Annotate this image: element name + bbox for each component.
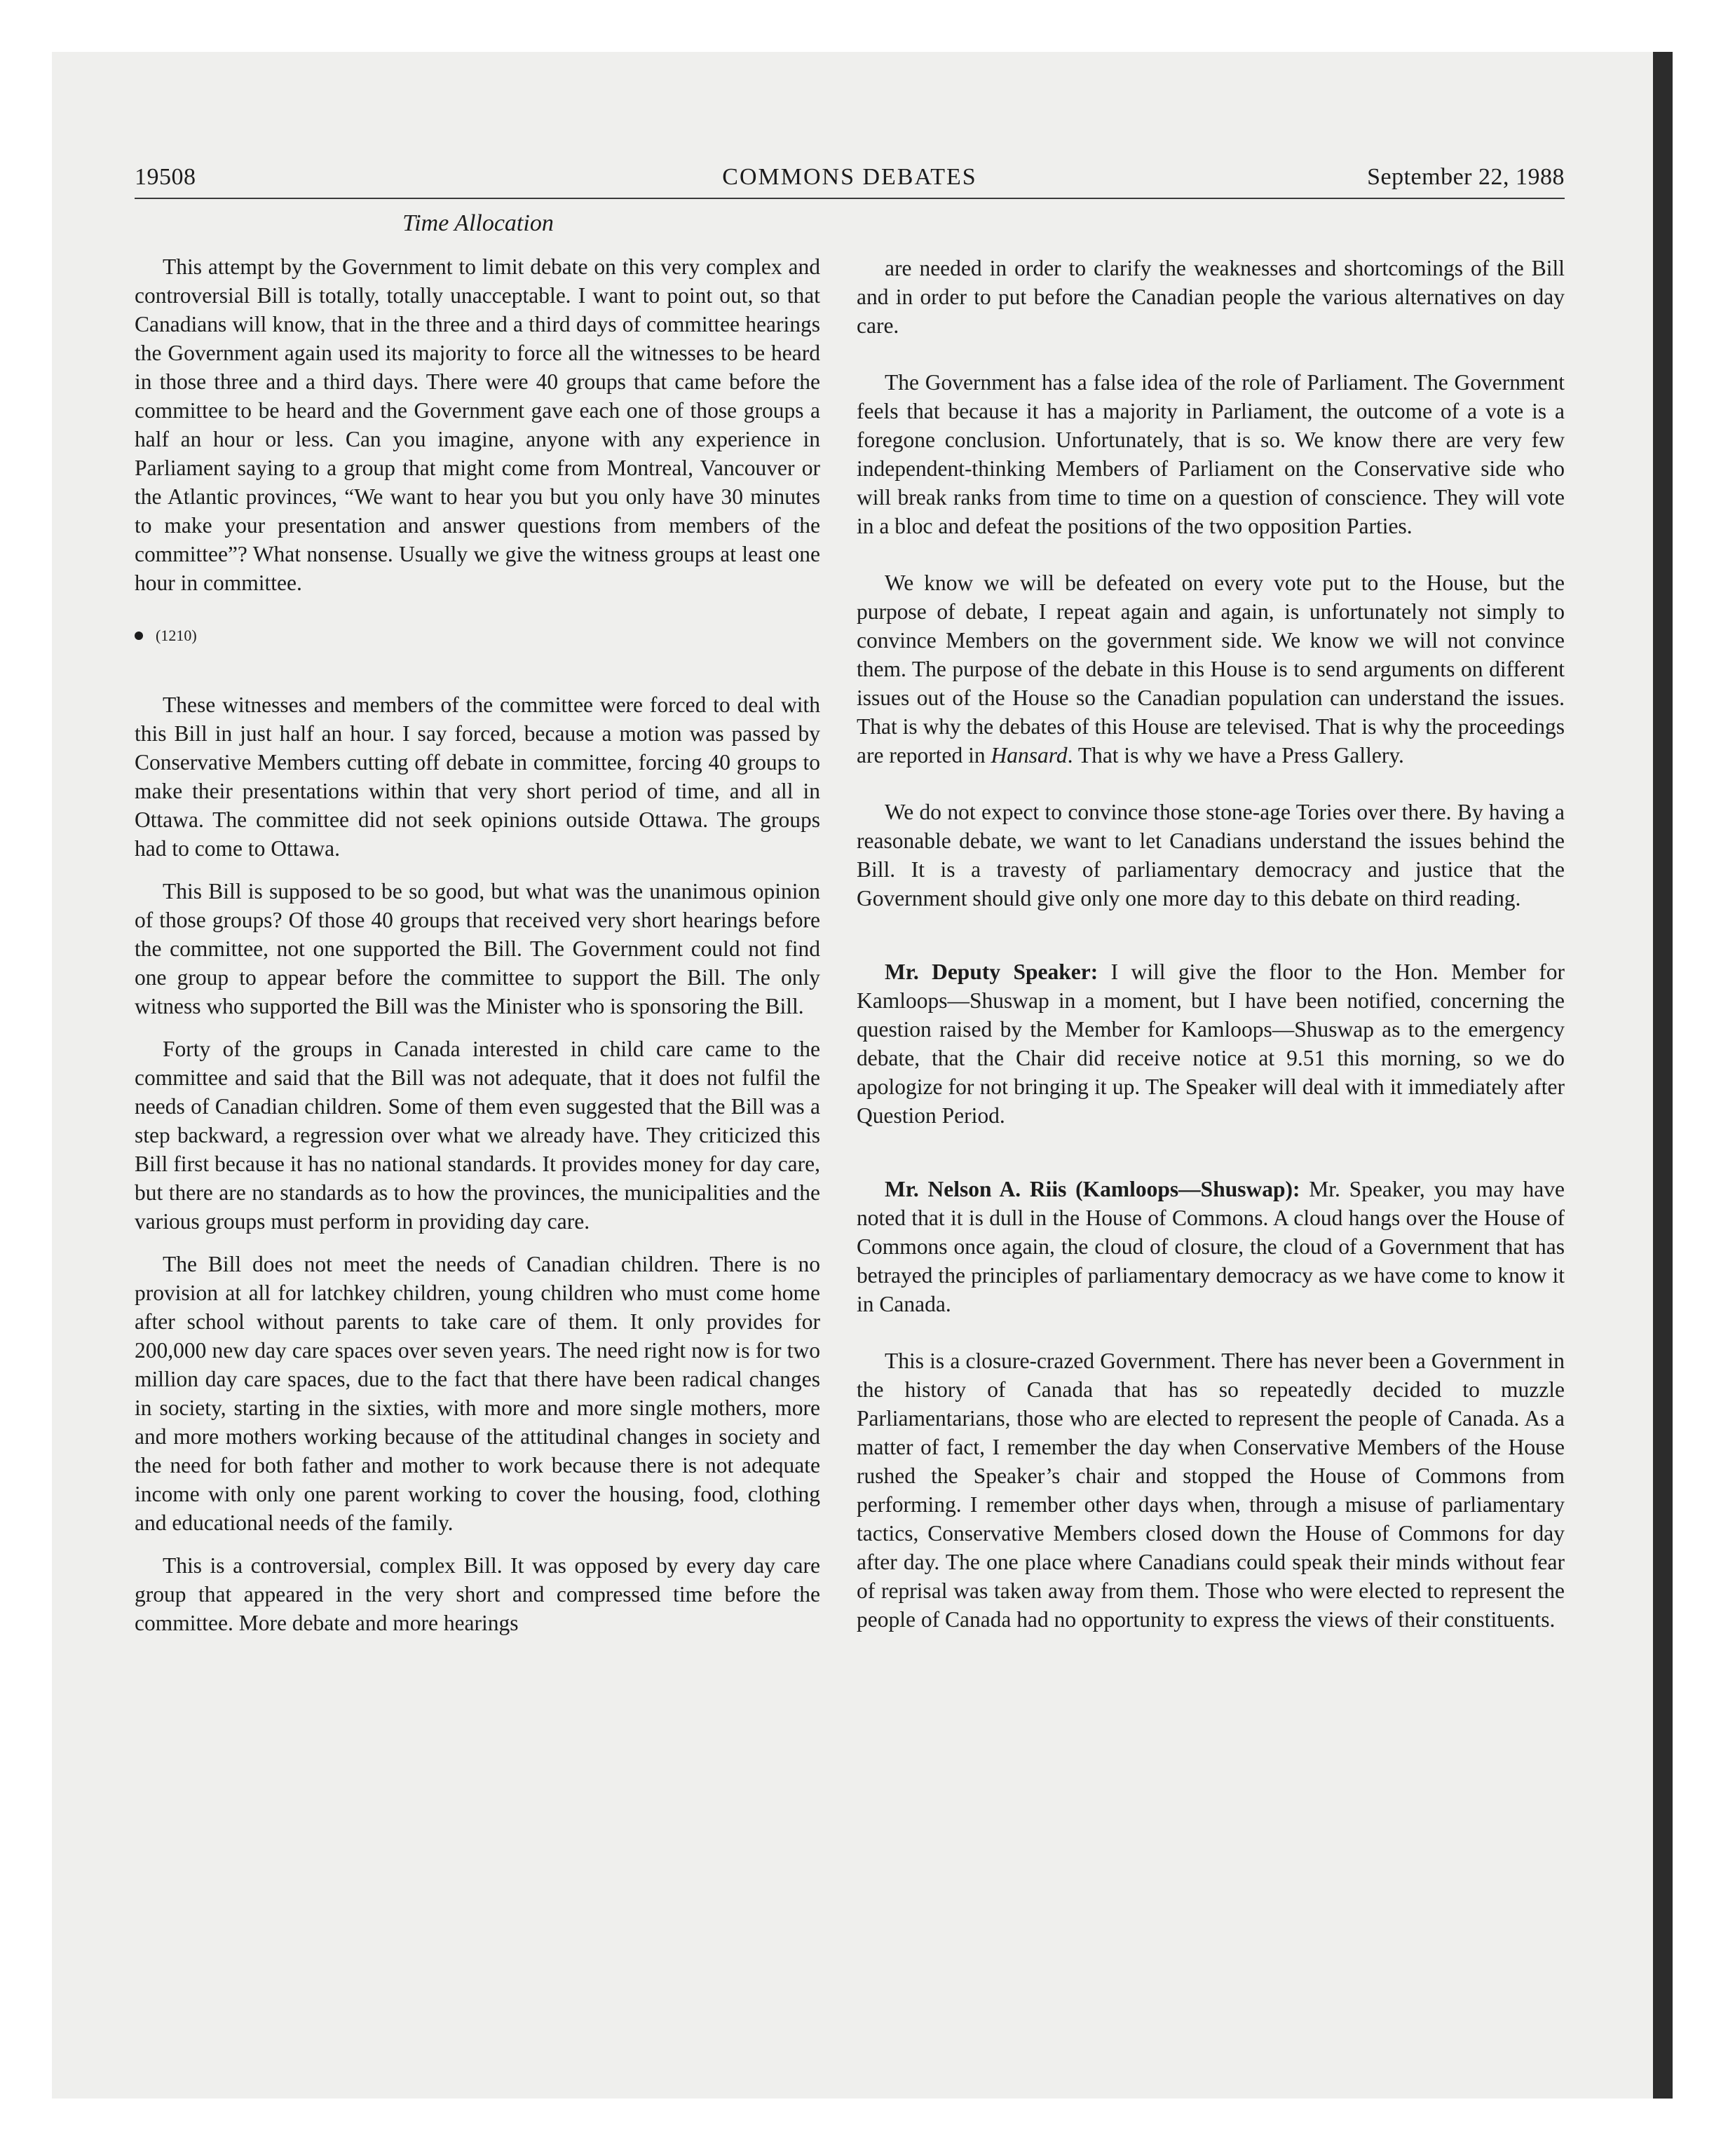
scan-edge-shadow	[1653, 52, 1673, 2099]
paragraph: This is a controversial, complex Bill. It was opposed by every day care group that appeared in the very short and compressed time before the committee. More debate and more hearings	[135, 1553, 820, 1635]
paragraph: This attempt by the Government to limit debate on this very complex and controversial Bill is totally, totally unacceptable. I want to point out, so that Canadians will know, that in the three and a third days of committee hearings the Government again used its majority to force all the witnesses to be heard in those three and a third days. There were 40 groups that came before the committee to be heard and the Government gave each one of those groups a half an hour or less. Can you imagine, anyone with any experience in Parliament saying to a group that might come from Montreal, Vancouver or the Atlantic provinces, “We want to hear you but you only have 30 minutes to make your presentation and answer questions from members of the committee”? What nonsense. Usually we give the witness groups at least one hour in committee.	[135, 254, 820, 595]
publication-date: September 22, 1988	[1367, 164, 1565, 190]
paragraph: This is a closure-crazed Government. There has never been a Government in the history of Canada that has so repeatedly decided to muzzle Parliamentarians, those who are elected to represent the people of Canada. As a matter of fact, I remember the day when Conservative Members of the House rushed the Speaker’s chair and stopped the House of Commons from performing. I remember other days when, through a misuse of parliamentary tactics, Conservative Members closed down the House of Commons for day after day. The one place where Canadians could speak their minds without fear of reprisal was taken away from them. Those who were elected to represent the people of Canada had no opportunity to express the views of their constituents.	[857, 1349, 1565, 1632]
speaker-text: I will give the floor to the Hon. Member for Kamloops—Shuswap in a moment, but I have been notified, concerning the question raised by the Member for Kamloops—Shuswap as to the emergency debate, that the Chair did receive notice at 9.51 this morning, so we do apologize for not bringing it up. The Speaker will deal with it immediately after Question Period.	[857, 960, 1565, 1128]
paragraph: This Bill is supposed to be so good, but what was the unanimous opinion of those groups? Of those 40 groups that received very short hearings before the committee, not one supported the Bill. The Government could not find one group to appear before the committee to support the Bill. The only witness who supported the Bill was the Minister who is sponsoring the Bill.	[135, 879, 820, 1018]
paragraph: The Bill does not meet the needs of Canadian children. There is no provision at all for latchkey children, young children who must come home after school without parents to take care of them. It only provides for 200,000 new day care spaces over seven years. The need right now is for two million day care spaces, due to the fact that there have been radical changes in society, starting in the sixties, with more and more single mothers, more and more mothers working because of the attitudinal changes in society and the need for both father and mother to work because there is not adequate income with only one parent working to cover the housing, food, clothing and educational needs of the family.	[135, 1252, 820, 1535]
paragraph: Forty of the groups in Canada interested in child care came to the committee and said that the Bill was not adequate, that it does not fulfil the needs of Canadian children. Some of them even suggested that the Bill was a step backward, a regression over what we already have. They criticized this Bill first because it has no national standards. It provides money for day care, but there are no standards as to how the provinces, the municipalities and the various groups must perform in providing day care.	[135, 1037, 820, 1234]
bullet-icon	[135, 632, 143, 640]
publication-title: COMMONS DEBATES	[722, 164, 977, 190]
header-rule	[135, 198, 1565, 199]
time-marker-label: (1210)	[156, 627, 197, 644]
paragraph	[857, 568, 1565, 770]
left-column	[135, 252, 820, 1651]
paragraph: These witnesses and members of the committee were forced to deal with this Bill in just half an hour. I say forced, because a motion was passed by Conservative Members cutting off debate in committee, forcing 40 groups to make their presentations within that very short period of time, and all in Ottawa. The committee did not seek opinions outside Ottawa. The groups had to come to Ottawa.	[135, 692, 820, 861]
paragraph: We do not expect to convince those stone-age Tories over there. By having a reasonable debate, we want to let Canadians understand the issues behind the Bill. It is a travesty of parliamentary democracy and justice that the Government should give only one more day to this debate on third reading.	[857, 800, 1565, 910]
hansard-italic: Hansard	[991, 743, 1068, 767]
paragraph-text: We know we will be defeated on every vote put to the House, but the purpose of debate, I repeat again and again, is unfortunately not simply to convince Members on the government side. We know we will not convince them. The purpose of the debate in this House is to send arguments on different issues out of the House so the Canadian population can understand the issues. That is why the debates of this House are televised. That is why the proceedings are reported in	[857, 571, 1565, 767]
right-column	[857, 254, 1565, 1648]
page-header	[135, 164, 1565, 200]
page-number: 19508	[135, 164, 196, 190]
paragraph: The Government has a false idea of the role of Parliament. The Government feels that because it has a majority in Parliament, the outcome of a vote is a foregone conclusion. Unfortunately, that is so. We know there are very few independent-thinking Members of Parliament on the Conservative side who will break ranks from time to time on a question of conscience. They will vote in a bloc and defeat the positions of the two opposition Parties.	[857, 370, 1565, 538]
paragraph: are needed in order to clarify the weaknesses and shortcomings of the Bill and in order to put before the Canadian people the various alternatives on day care.	[857, 256, 1565, 338]
speaker-text: Mr. Speaker, you may have noted that it is dull in the House of Commons. A cloud hangs over the House of Commons once again, the cloud of closure, the cloud of a Government that has betrayed the principles of parliamentary democracy as we have come to know it in Canada.	[857, 1177, 1565, 1316]
paragraph-text: . That is why we have a Press Gallery.	[1067, 743, 1404, 767]
speaker-paragraph	[857, 1175, 1565, 1318]
speaker-name: Mr. Nelson A. Riis (Kamloops—Shuswap):	[885, 1177, 1300, 1201]
time-marker	[135, 621, 820, 650]
speaker-name: Mr. Deputy Speaker:	[885, 960, 1098, 984]
speaker-paragraph	[857, 957, 1565, 1130]
section-title: Time Allocation	[402, 210, 554, 236]
